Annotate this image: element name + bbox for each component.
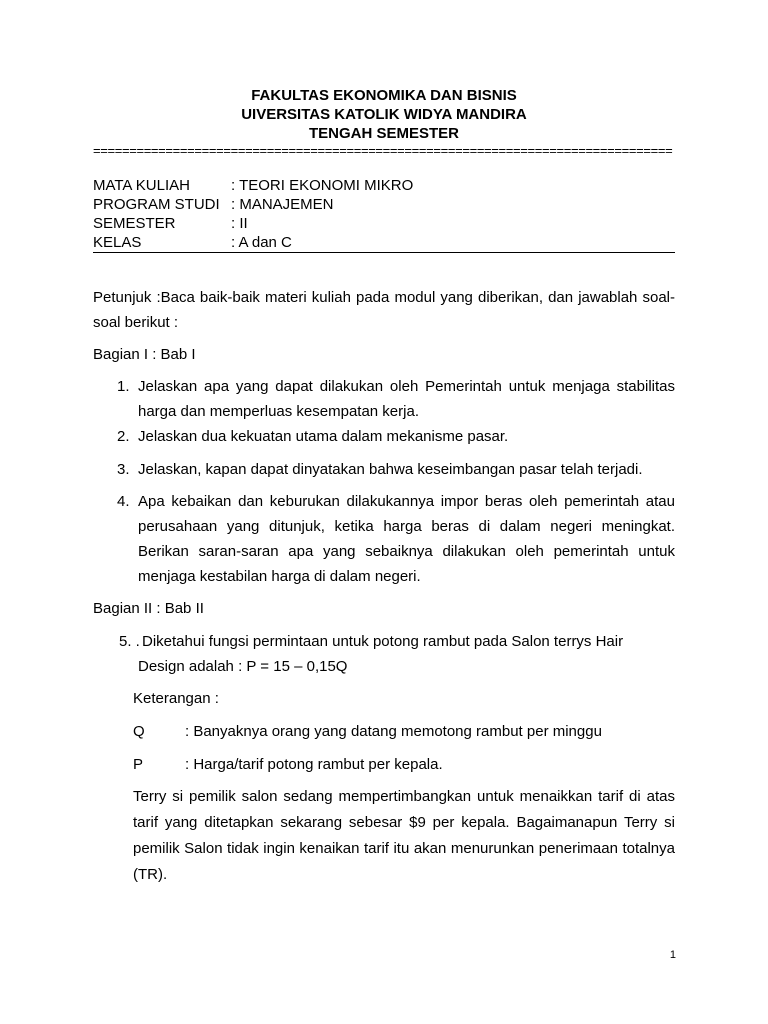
info-value: : MANAJEMEN [231,196,334,213]
info-row-course [93,176,675,195]
info-value: : A dan C [231,234,292,251]
info-divider [93,252,675,253]
info-row-program [93,195,675,214]
info-label: KELAS [93,234,142,251]
question-3: Jelaskan, kapan dapat dinyatakan bahwa keseimbangan pasar telah terjadi. [138,461,643,478]
info-label: MATA KULIAH [93,177,190,194]
part2-heading: Bagian II : Bab II [93,600,204,617]
keterangan-label: Keterangan : [133,690,219,707]
question-number: 3. [117,461,130,478]
course-info [93,176,675,252]
info-row-semester [93,214,675,233]
question-1: Jelaskan apa yang dapat dilakukan oleh Pemerintah untuk menjaga stabilitas harga dan memperluas kesempatan kerja. [138,378,675,420]
faculty-title: FAKULTAS EKONOMIKA DAN BISNIS [251,87,517,104]
question-number: 1. [117,378,130,395]
document-header [93,86,675,143]
university-title: UIVERSITAS KATOLIK WIDYA MANDIRA [241,106,527,123]
question-number: 2. [117,428,130,445]
definition-symbol: P [133,756,144,773]
info-label: PROGRAM STUDI [93,196,220,213]
info-label: SEMESTER [93,215,176,232]
definition-text: : Harga/tarif potong rambut per kepala. [185,756,443,773]
definition-p [133,752,675,777]
question-2: Jelaskan dua kekuatan utama dalam mekanisme pasar. [138,428,509,445]
definition-symbol: Q [133,723,145,740]
definition-q [133,719,675,744]
question-number: 5. . [119,633,140,650]
question-5: Diketahui fungsi permintaan untuk potong rambut pada Salon terrys Hair Design adalah : P = 15 – 0,15Q [138,633,624,675]
question-number: 4. [117,493,130,510]
case-paragraph: Terry si pemilik salon sedang mempertimbangkan untuk menaikkan tarif di atas tarif yang ditetapkan sekarang sebesar $9 per kepala. Bagaimanapun Terry si pemilik Salon tidak ingin kenaikan tarif itu akan menurunkan penerimaan totalnya (TR). [133,788,675,883]
part1-heading: Bagian I : Bab I [93,346,196,363]
info-value: : II [231,215,248,232]
definition-text: : Banyaknya orang yang datang memotong rambut per minggu [185,723,602,740]
info-row-class [93,233,675,252]
info-value: : TEORI EKONOMI MIKRO [231,177,414,194]
question-4: Apa kebaikan dan keburukan dilakukannya impor beras oleh pemerintah atau perusahaan yang ditunjuk, ketika harga beras di dalam negeri meningkat. Berikan saran-saran apa yang sebaiknya dilakukan oleh pemerintah untuk menjaga kestabilan harga di dalam negeri. [138,493,675,585]
exam-title: TENGAH SEMESTER [308,125,459,142]
instructions: Petunjuk :Baca baik-baik materi kuliah pada modul yang diberikan, dan jawablah soal-soal berikut : [93,289,675,331]
header-separator: ================================================================================ [93,143,673,158]
page-number: 1 [669,949,676,961]
